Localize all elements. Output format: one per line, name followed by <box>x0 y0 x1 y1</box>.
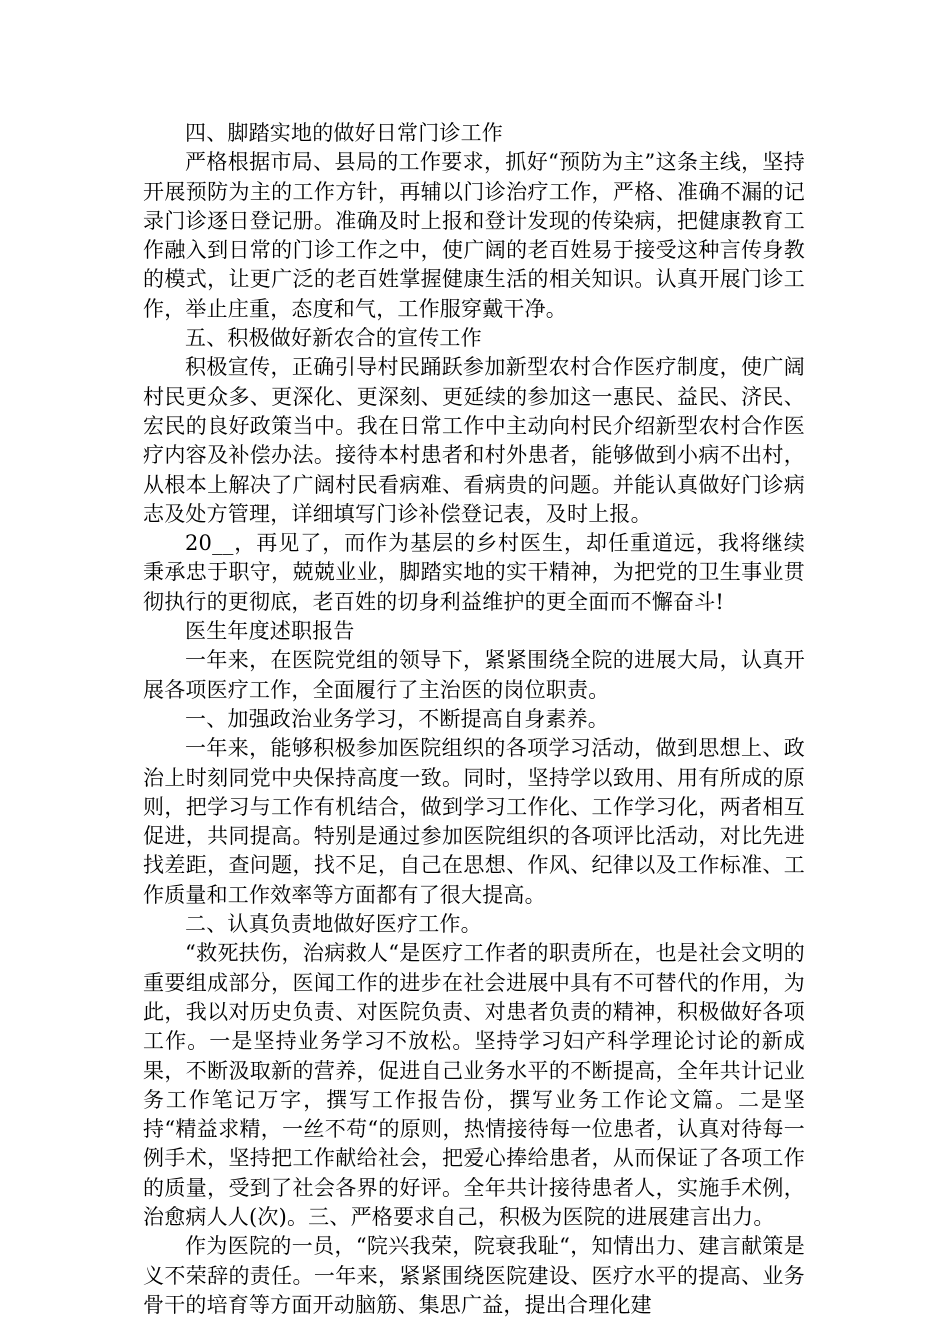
paragraph-closing: 20__，再见了，而作为基层的乡村医生，却任重道远，我将继续秉承忠于职守，兢兢业业，脚踏实地的实干精神，为把党的卫生事业贯彻执行的更彻底，老百姓的切身利益维护的更全面而不懈奋斗! <box>143 531 805 614</box>
document-page <box>143 119 805 1320</box>
section-heading-study: 一、加强政治业务学习，不断提高自身素养。 <box>185 706 609 731</box>
section-heading-new-rural-coop: 五、积极做好新农合的宣传工作 <box>185 326 482 351</box>
section-heading-outpatient: 四、脚踏实地的做好日常门诊工作 <box>185 121 503 145</box>
paragraph-study: 一年来，能够积极参加医院组织的各项学习活动，做到思想上、政治上时刻同党中央保持高度一致。同时，坚持学以致用、用有所成的原则，把学习与工作有机结合，做到学习工作化、工作学习化，两者相互促进，共同提高。特别是通过参加医院组织的各项评比活动，对比先进找差距，查问题，找不足，自己在思想、作风、纪律以及工作标准、工作质量和工作效率等方面都有了很大提高。 <box>143 736 805 907</box>
paragraph-hospital-member: 作为医院的一员，“院兴我荣，院衰我耻“，知情出力、建言献策是义不荣辞的责任。一年来，紧紧围绕医院建设、医疗水平的提高、业务骨干的培育等方面开动脑筋、集思广益，提出合理化建 <box>143 1234 805 1317</box>
section-heading-medical-work: 二、认真负责地做好医疗工作。 <box>185 912 482 937</box>
paragraph-medical-work: “救死扶伤，治病救人“是医疗工作者的职责所在，也是社会文明的重要组成部分，医闻工作的进步在社会进展中具有不可替代的作用，为此，我以对历史负责、对医院负责、对患者负责的精神，积极做好各项工作。一是坚持业务学习不放松。坚持学习妇产科学理论讨论的新成果，不断汲取新的营养，促进自己业务水平的不断提高，全年共计记业务工作笔记万字，撰写工作报告份，撰写业务工作论文篇。二是坚持“精益求精，一丝不苟“的原则，热情接待每一位患者，认真对待每一例手术，坚持把工作献给社会，把爱心捧给患者，从而保证了各项工作的质量，受到了社会各界的好评。全年共计接待患者人，实施手术例，治愈病人人(次)。三、严格要求自己，积极为医院的进展建言出力。 <box>143 941 805 1229</box>
paragraph-outpatient-work: 严格根据市局、县局的工作要求，抓好“预防为主”这条主线，坚持开展预防为主的工作方针，再辅以门诊治疗工作，严格、准确不漏的记录门诊逐日登记册。准确及时上报和登计发现的传染病，把健康教育工作融入到日常的门诊工作之中，使广阔的老百姓易于接受这种言传身教的模式，让更广泛的老百姓掌握健康生活的相关知识。认真开展门诊工作，举止庄重，态度和气，工作服穿戴干净。 <box>143 150 805 321</box>
paragraph-new-rural-coop: 积极宣传，正确引导村民踊跃参加新型农村合作医疗制度，使广阔村民更众多、更深化、更深刻、更延续的参加这一惠民、益民、济民、宏民的良好政策当中。我在日常工作中主动向村民介绍新型农村合作医疗内容及补偿办法。接待本村患者和村外患者，能够做到小病不出村，从根本上解决了广阔村民看病难、看病贵的问题。并能认真做好门诊病志及处方管理，详细填写门诊补偿登记表，及时上报。 <box>143 355 805 526</box>
paragraph-intro: 一年来，在医院党组的领导下，紧紧围绕全院的进展大局，认真开展各项医疗工作，全面履行了主治医的岗位职责。 <box>143 648 805 702</box>
report-title: 医生年度述职报告 <box>185 619 355 644</box>
